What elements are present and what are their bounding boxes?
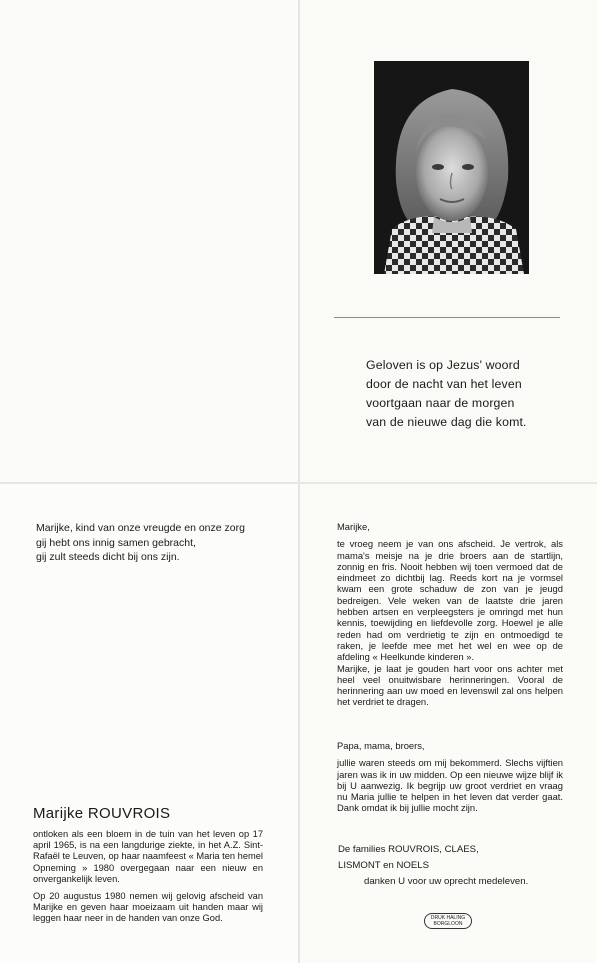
divider-line: [334, 317, 560, 318]
biography-paragraph: ontloken als een bloem in de tuin van het leven op 17 april 1965, is na een langdurige ziekte, in het A.Z. Sint-Rafaël te Leuven, op haar naamfeest « Maria ten hemel Opneming » 1980 overgegaan naar een nieuw en onvergankelijk leven.: [33, 829, 263, 884]
reply-letter: [337, 740, 563, 814]
motto-line: Marijke, kind van onze vreugde en onze zorg: [36, 522, 245, 534]
printer-name: DRUK HALING: [430, 915, 466, 921]
verse-line: Geloven is op Jezus' woord: [366, 358, 520, 372]
reply-salutation: Papa, mama, broers,: [337, 740, 425, 751]
biography-paragraph: Op 20 augustus 1980 nemen wij gelovig afscheid van Marijke en geven haar moeizaam uit handen maar wij leggen haar neer in de handen van onze God.: [33, 891, 263, 924]
verse-block: [366, 356, 566, 432]
reply-paragraph: jullie waren steeds om mij bekommerd. Slechs vijftien jaren was ik in uw midden. Op een nieuwe wijze blijf ik bij U aanwezig. Ik begrijp uw groot verdriet en vraag nu Maria jullie te helpen in het leven dat verder gaat. Dank omdat ik bij jullie mocht zijn.: [337, 757, 563, 814]
verse-line: voortgaan naar de morgen: [366, 396, 515, 410]
printer-stamp: [424, 913, 472, 929]
farewell-letter: [337, 521, 563, 708]
families-thanks: [338, 842, 564, 890]
motto-line: gij hebt ons innig samen gebracht,: [36, 536, 196, 549]
letter-paragraph: Marijke, je laat je gouden hart voor ons achter met heel veel onuitwisbare herinneringen. Vooral de herinnering aan uw moed en levenswil zal ons helpen het verdriet te dragen.: [337, 662, 563, 708]
verse-line: door de nacht van het leven: [366, 377, 522, 391]
portrait-photo: [374, 61, 529, 274]
motto-line: gij zult steeds dicht bij ons zijn.: [36, 551, 180, 563]
horizontal-fold: [0, 482, 597, 484]
motto-block: [36, 521, 276, 565]
panel-top-left: [0, 0, 298, 482]
thanks-line: danken U voor uw oprecht medeleven.: [364, 876, 529, 887]
families-line: De families ROUVROIS, CLAES,: [338, 844, 479, 855]
deceased-name: Marijke ROUVROIS: [33, 805, 171, 822]
biography: [33, 829, 263, 931]
verse-line: van de nieuwe dag die komt.: [366, 415, 527, 429]
letter-paragraph: te vroeg neem je van ons afscheid. Je vertrok, als mama's meisje na je drie broers aan de startlijn, zonnig en fris. Nooit hebben wij toen vermoed dat de eindmeet zo dichtbij lag. Reeds kort na je vormsel kwam een grote schaduw de zon van je jeugd bedreigen. Vele weken van de laatste drie jaren hebben artsen en verpleegsters je omringd met hun kennis, toewijding en liefdevolle zorg. Hoewel je alle reden had om verdrietig te zijn en ontmoedigd te raken, je leefde mee met het wel en wee op de afdeling « Heelkunde kinderen ».: [337, 538, 563, 663]
portrait-photo-icon: [374, 61, 529, 274]
families-line: LISMONT en NOELS: [338, 860, 429, 871]
printer-town: BORGLOON: [433, 921, 463, 927]
letter-salutation: Marijke,: [337, 521, 370, 532]
